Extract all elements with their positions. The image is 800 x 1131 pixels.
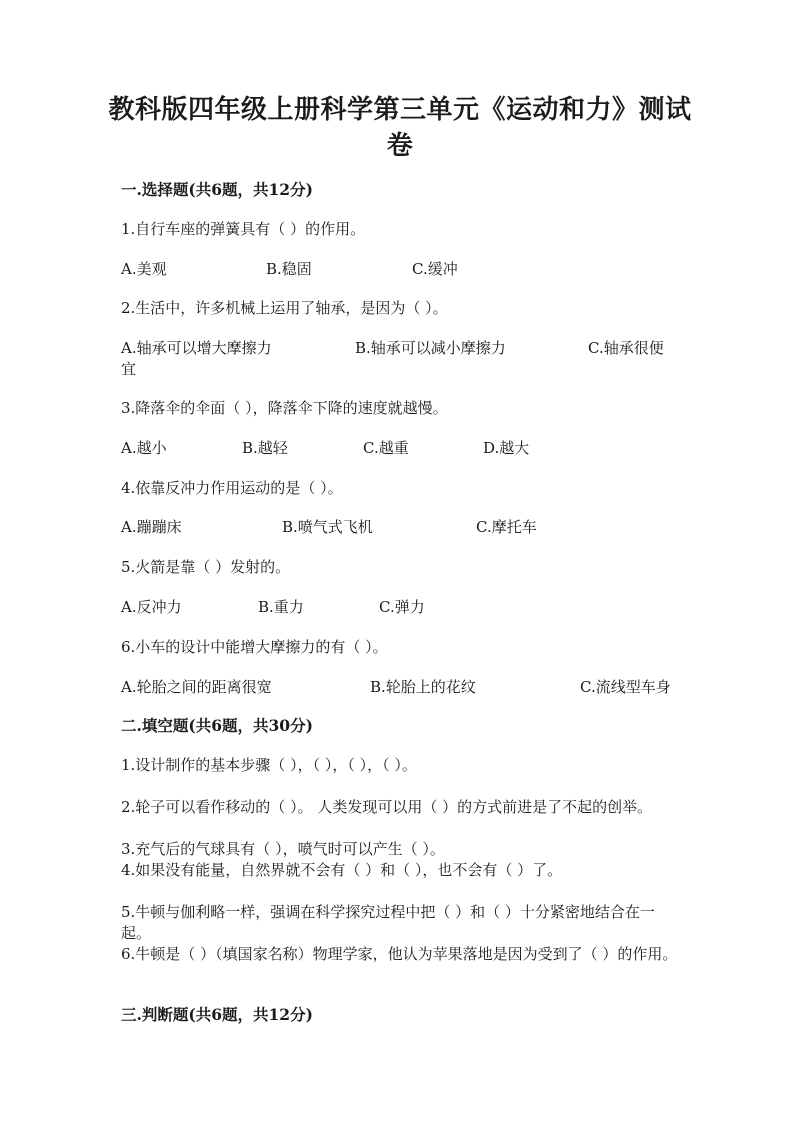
option-c: C.弹力 <box>379 598 425 616</box>
section-header-judge: 三.判断题(共6题，共12分) <box>121 1005 313 1024</box>
fill-item: 2.轮子可以看作移动的（ ）。 人类发现可以用（ ）的方式前进是了不起的创举。 <box>121 798 653 816</box>
option-b: B.重力 <box>258 598 304 616</box>
option-c-wrap: 宜 <box>121 360 137 378</box>
option-a: A.越小 <box>121 439 167 457</box>
question-stem: 1.自行车座的弹簧具有（ ）的作用。 <box>121 220 366 238</box>
option-d: D.越大 <box>483 439 530 457</box>
fill-item: 3.充气后的气球具有（ ），喷气时可以产生（ ）。 <box>121 840 445 858</box>
option-c: C.流线型车身 <box>580 678 671 696</box>
title-line-1: 教科版四年级上册科学第三单元《运动和力》测试 <box>108 95 692 125</box>
question-stem: 3.降落伞的伞面（ ），降落伞下降的速度就越慢。 <box>121 399 448 417</box>
option-a: A.美观 <box>121 260 167 278</box>
option-a: A.反冲力 <box>121 598 182 616</box>
option-b: B.轴承可以减小摩擦力 <box>355 339 506 357</box>
page-title <box>60 92 740 164</box>
option-a: A.轴承可以增大摩擦力 <box>121 339 272 357</box>
option-b: B.喷气式飞机 <box>282 518 373 536</box>
fill-item: 1.设计制作的基本步骤（ ），（ ），（ ），（ ）。 <box>121 756 417 774</box>
option-b: B.轮胎上的花纹 <box>370 678 476 696</box>
option-c: C.轴承很便 <box>588 339 664 357</box>
option-a: A.轮胎之间的距离很宽 <box>121 678 272 696</box>
question-stem: 2.生活中，许多机械上运用了轴承，是因为（ ）。 <box>121 299 448 317</box>
section-header-choice: 一.选择题(共6题，共12分) <box>121 180 313 199</box>
fill-item: 4.如果没有能量，自然界就不会有（ ）和（ ），也不会有（ ）了。 <box>121 861 563 879</box>
option-c: C.摩托车 <box>476 518 537 536</box>
title-line-2: 卷 <box>386 131 414 161</box>
option-c: C.越重 <box>363 439 409 457</box>
section-header-fill: 二.填空题(共6题，共30分) <box>121 716 313 735</box>
question-stem: 5.火箭是靠（ ）发射的。 <box>121 558 291 576</box>
question-stem: 4.依靠反冲力作用运动的是（ ）。 <box>121 479 343 497</box>
option-b: B.稳固 <box>266 260 312 278</box>
fill-item: 5.牛顿与伽利略一样，强调在科学探究过程中把（ ）和（ ）十分紧密地结合在一起。 <box>121 903 655 942</box>
option-a: A.蹦蹦床 <box>121 518 182 536</box>
question-stem: 6.小车的设计中能增大摩擦力的有（ ）。 <box>121 638 388 656</box>
option-b: B.越轻 <box>242 439 288 457</box>
option-c: C.缓冲 <box>412 260 458 278</box>
fill-item: 6.牛顿是（ ）（填国家名称）物理学家，他认为苹果落地是因为受到了（ ）的作用。 <box>121 945 678 963</box>
